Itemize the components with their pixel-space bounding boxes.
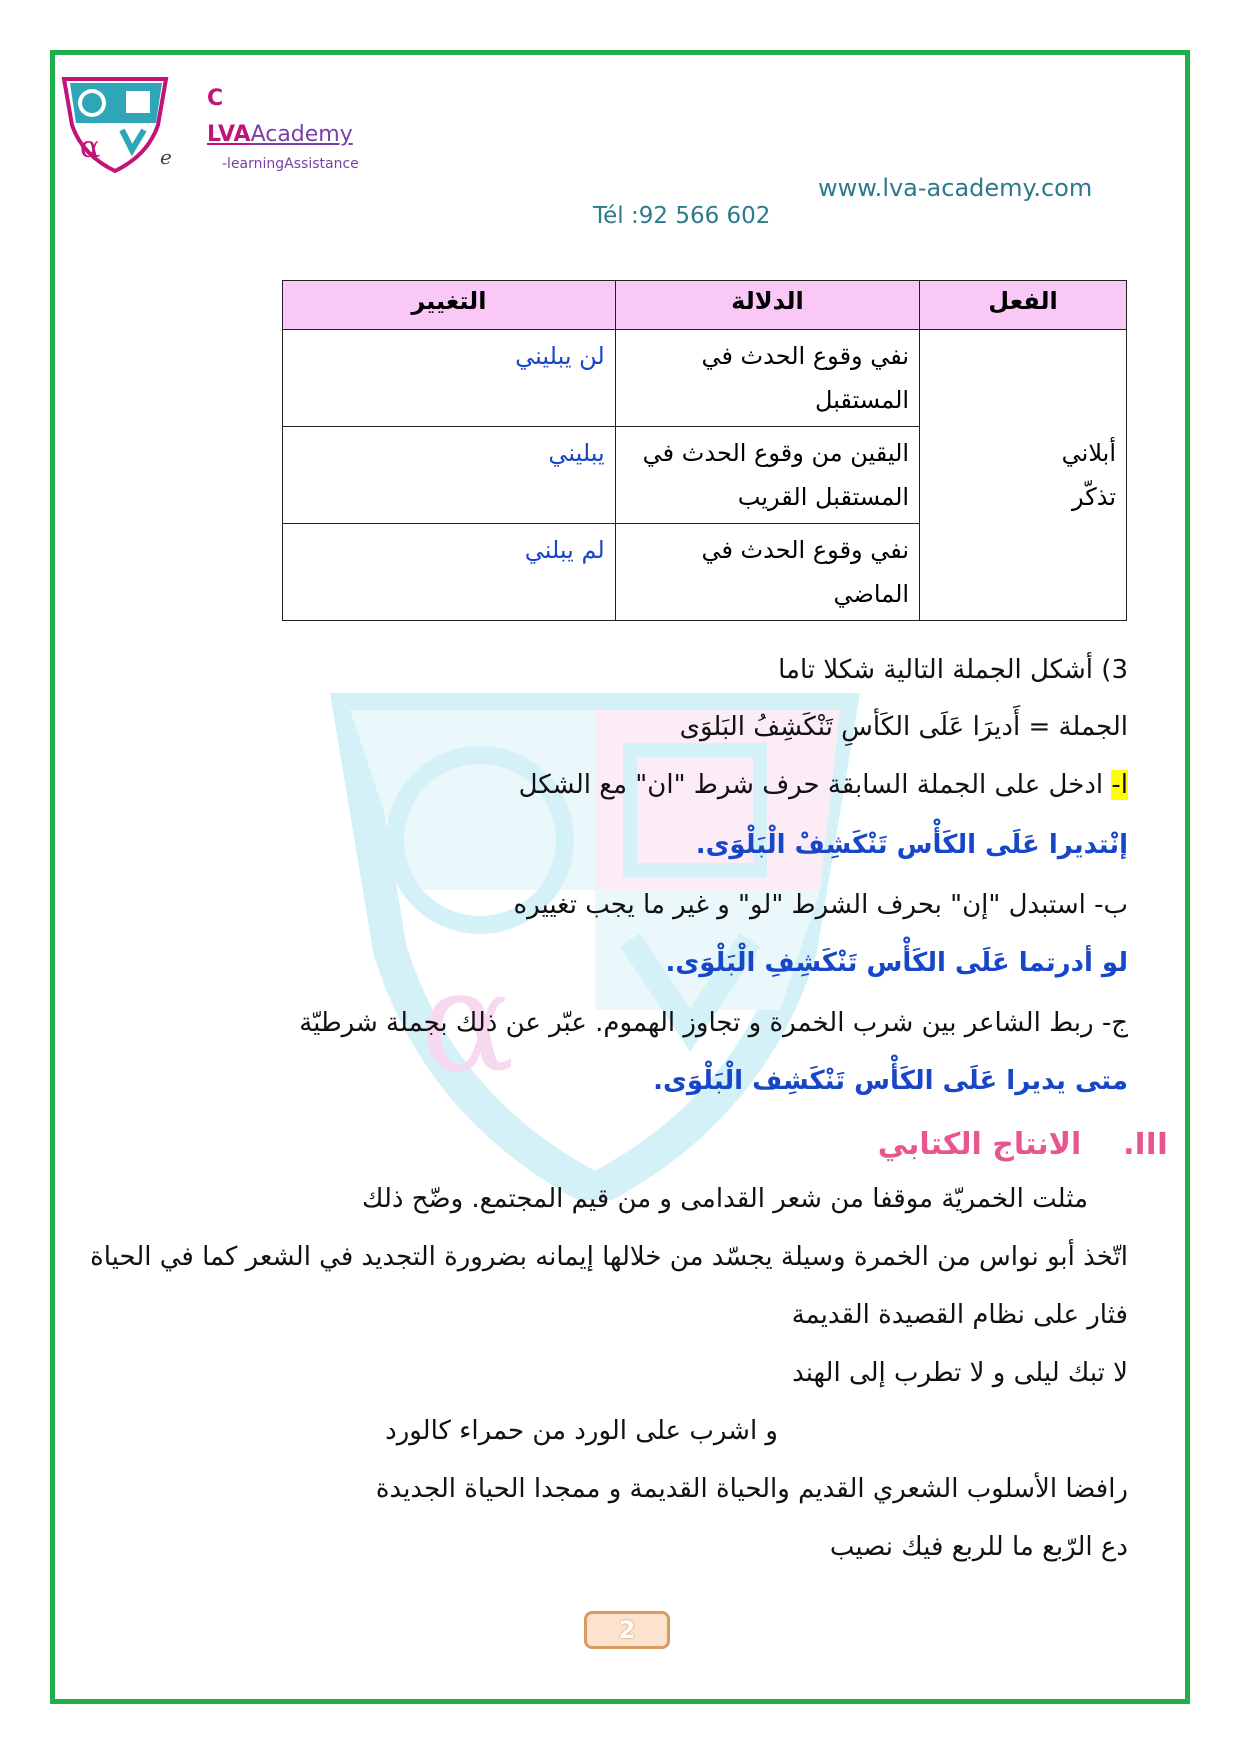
signification-cell: نفي وقوع الحدث في الماضي [615,524,919,621]
watermark-shield-logo [330,690,860,1200]
brand-initial: C [207,86,224,111]
table-row [283,330,1127,427]
question-a-text: ادخل على الجملة السابقة حرف شرط "ان" مع الشكل [518,770,1112,800]
question-b: ب- استبدل "إن" بحرف الشرط "لو" و غير ما يجب تغييره [513,890,1128,920]
brand-academy: Academy [250,122,353,147]
question-3: 3) أشكل الجملة التالية شكلا تاما [778,655,1128,685]
header-change: التغيير [283,281,616,330]
brand-subtitle: -learningAssistance [222,156,359,172]
brand-lva: LVA [207,122,251,147]
header-verb: الفعل [920,281,1127,330]
change-cell: يبليني [283,427,616,524]
poem-verse: لا تبك ليلى و لا تطرب إلى الهند [792,1358,1128,1388]
paragraph-line: رافضا الأسلوب الشعري القديم والحياة القديمة و ممجدا الحياة الجديدة [375,1474,1128,1504]
change-cell: لن يبليني [283,330,616,427]
svg-text:α: α [80,130,101,165]
phone-number: Tél :92 566 602 [593,203,771,229]
section-number: III. [1123,1127,1168,1162]
header-signification: الدلالة [615,281,919,330]
website-link[interactable]: www.lva-academy.com [818,174,1093,202]
verb-line: تذكّر [1072,483,1116,511]
poem-verse: دع الرّبع ما للربع فيك نصيب [829,1532,1128,1562]
verb-line: أبلاني [1061,439,1116,467]
question-c: ج- ربط الشاعر بين شرب الخمرة و تجاوز الهموم. عبّر عن ذلك بجملة شرطيّة [299,1008,1128,1038]
section-heading [878,1127,1168,1162]
change-cell: لم يبلني [283,524,616,621]
signification-cell: اليقين من وقوع الحدث في المستقبل القريب [615,427,919,524]
question-a [519,770,1128,800]
paragraph-line: فثار على نظام القصيدة القديمة [791,1300,1128,1330]
question-a-label: ا- [1111,770,1128,800]
answer-b: لو أدرتما عَلَى الكَأْس تَنْكَشِفِ الْبَلْوَى. [665,948,1128,978]
answer-a: إنْتديرا عَلَى الكَأْس تَنْكَشِفْ الْبَلْوَى. [695,830,1128,860]
paragraph-line: مثلت الخمريّة موقفا من شعر القدامى و من قيم المجتمع. وضّح ذلك [362,1184,1088,1214]
logo-e-letter: e [160,145,172,169]
table-header-row [283,281,1127,330]
svg-text:α: α [420,941,515,1104]
verb-table [282,280,1127,621]
page-number: 2 [584,1611,670,1649]
paragraph-line: اتّخذ أبو نواس من الخمرة وسيلة يجسّد من خلالها إيمانه بضرورة التجديد في الشعر كما في الحياة [90,1242,1128,1272]
base-sentence: الجملة = أَديرَا عَلَى الكَأسِ تَنْكَشِفُ البَلوَى [679,712,1128,742]
poem-verse: و اشرب على الورد من حمراء كالورد [385,1416,778,1446]
verb-cell [920,330,1127,621]
academy-logo [60,75,170,175]
signification-cell: نفي وقوع الحدث في المستقبل [615,330,919,427]
section-title: الانتاج الكتابي [877,1127,1082,1162]
brand-name [207,122,353,147]
answer-c: متى يديرا عَلَى الكَأْس تَنْكَشِف الْبَلْوَى. [653,1066,1128,1096]
